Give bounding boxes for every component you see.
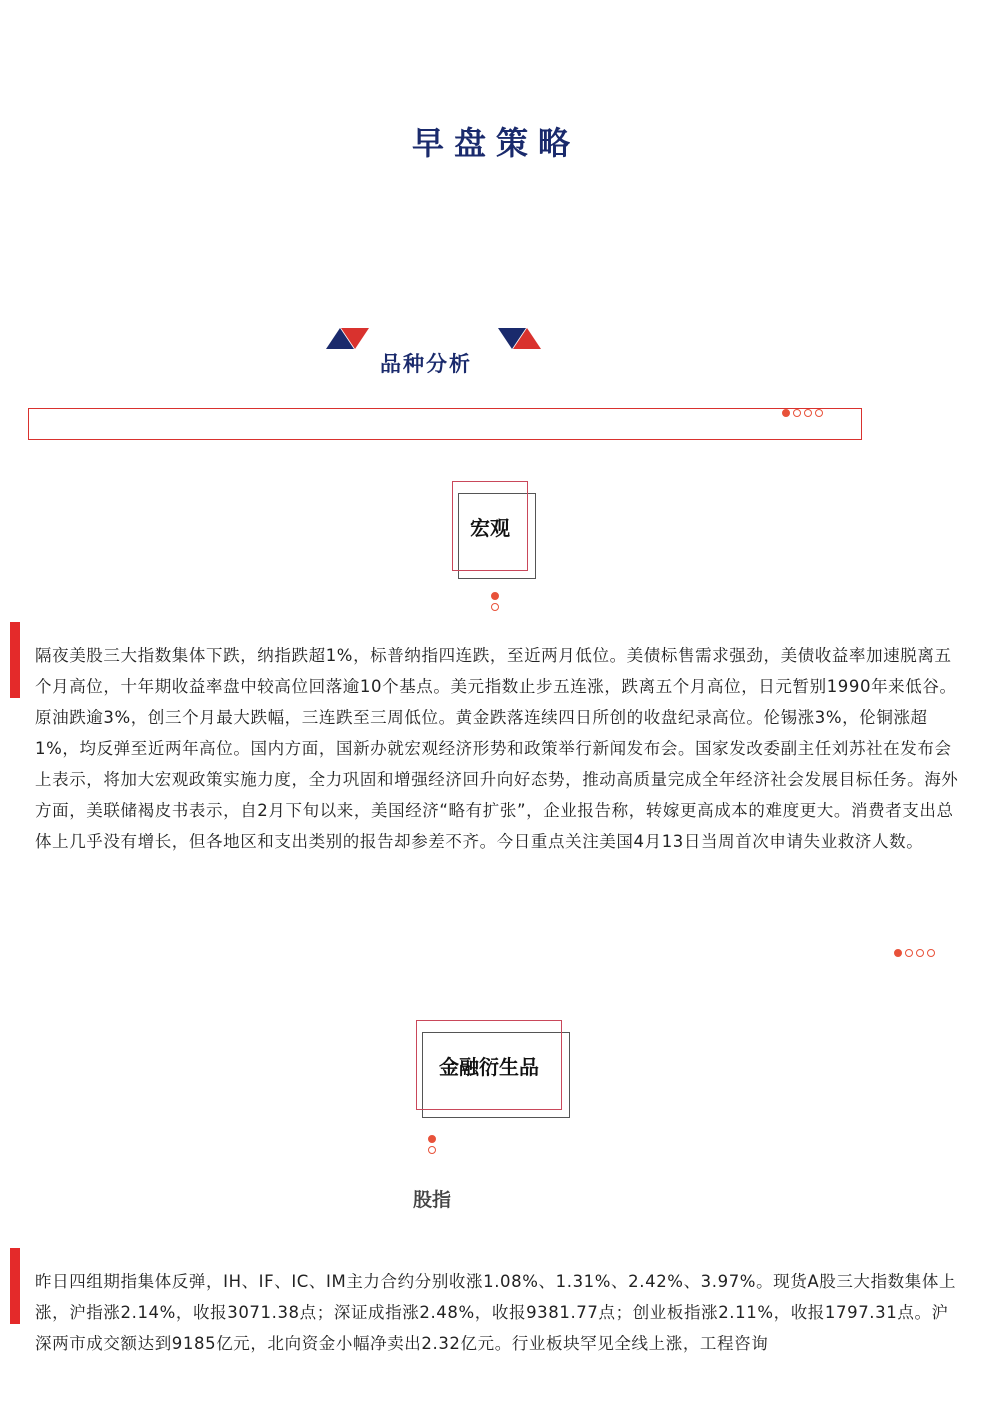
section-title: 品种分析 bbox=[380, 352, 472, 376]
dot-icon bbox=[428, 1146, 436, 1154]
macro-side-bar bbox=[10, 622, 20, 698]
macro-divider-dots-icon bbox=[491, 592, 499, 611]
derivatives-label: 金融衍生品 bbox=[439, 1055, 539, 1079]
dot-icon bbox=[905, 949, 913, 957]
dot-icon bbox=[491, 592, 499, 600]
banner-dots-icon bbox=[782, 409, 823, 417]
macro-label: 宏观 bbox=[470, 516, 510, 540]
dot-icon bbox=[804, 409, 812, 417]
section-header bbox=[0, 320, 992, 390]
dot-icon bbox=[491, 603, 499, 611]
macro-end-dots-icon bbox=[894, 949, 935, 957]
page-title: 早盘策略 bbox=[411, 124, 580, 162]
triangle-right-red-icon bbox=[513, 328, 541, 349]
stock-index-heading: 股指 bbox=[413, 1189, 452, 1211]
derivatives-paragraph: 昨日四组期指集体反弹，IH、IF、IC、IM主力合约分别收涨1.08%、1.31%、2.42%、3.97%。现货A股三大指数集体上涨，沪指涨2.14%，收报3071.38点；深证成指涨2.48%，收报9381.77点；创业板指涨2.11%，收报1797.31点。沪深两市成交额达到9185亿元，北向资金小幅净卖出2.32亿元。行业板块罕见全线上涨，工程咨询 bbox=[35, 1272, 957, 1353]
derivatives-label-box bbox=[416, 1020, 572, 1118]
dot-icon bbox=[793, 409, 801, 417]
macro-paragraph: 隔夜美股三大指数集体下跌，纳指跌超1%，标普纳指四连跌，至近两月低位。美债标售需求强劲，美债收益率加速脱离五个月高位，十年期收益率盘中较高位回落逾10个基点。美元指数止步五连涨，跌离五个月高位，日元暂别1990年来低谷。原油跌逾3%，创三个月最大跌幅，三连跌至三周低位。黄金跌落连续四日所创的收盘纪录高位。伦锡涨3%，伦铜涨超1%，均反弹至近两年高位。国内方面，国新办就宏观经济形势和政策举行新闻发布会。国家发改委副主任刘苏社在发布会上表示，将加大宏观政策实施力度，全力巩固和增强经济回升向好态势，推动高质量完成全年经济社会发展目标任务。海外方面，美联储褐皮书表示，自2月下旬以来，美国经济“略有扩张”，企业报告称，转嫁更高成本的难度更大。消费者支出总体上几乎没有增长，但各地区和支出类别的报告却参差不齐。今日重点关注美国4月13日当周首次申请失业救济人数。 bbox=[35, 646, 959, 851]
dot-icon bbox=[428, 1135, 436, 1143]
derivatives-divider-dots-icon bbox=[428, 1135, 436, 1154]
dot-icon bbox=[782, 409, 790, 417]
dot-icon bbox=[894, 949, 902, 957]
dot-icon bbox=[927, 949, 935, 957]
section-banner-box bbox=[28, 408, 862, 440]
dot-icon bbox=[916, 949, 924, 957]
dot-icon bbox=[815, 409, 823, 417]
derivatives-side-bar bbox=[10, 1248, 20, 1324]
macro-label-box bbox=[452, 481, 536, 579]
triangle-left-red-icon bbox=[341, 328, 369, 349]
